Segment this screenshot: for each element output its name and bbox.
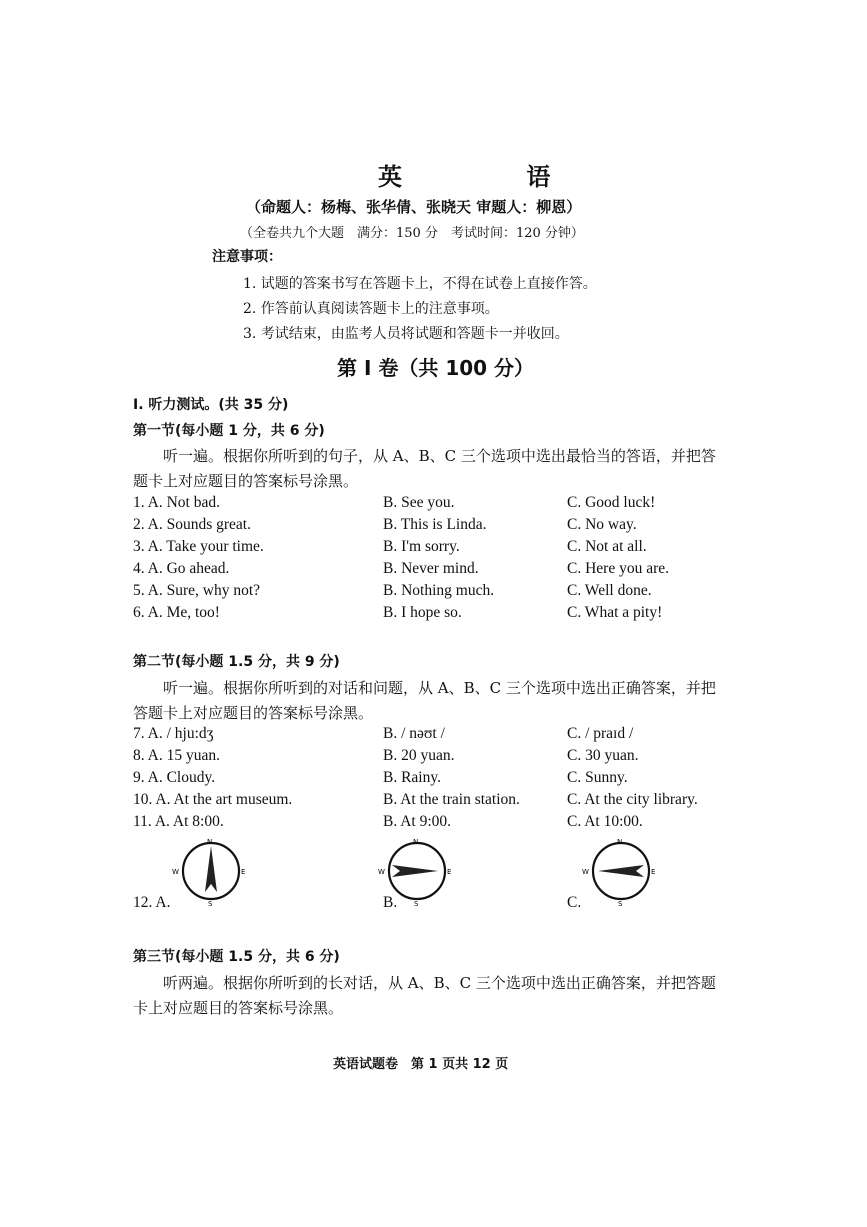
option-a: 6. A. Me, too! [133, 604, 220, 621]
svg-text:S: S [414, 900, 419, 906]
option-b: B. This is Linda. [383, 516, 487, 533]
notice-item: 2. 作答前认真阅读答题卡上的注意事项。 [243, 301, 499, 317]
page-title: 英 语 [378, 163, 609, 191]
subsection-heading: 第一节(每小题 1 分，共 6 分) [133, 423, 325, 439]
instruction: 听一遍。根据你所听到的句子，从 A、B、C 三个选项中选出最恰当的答语，并把答 [163, 447, 716, 465]
svg-text:E: E [651, 868, 656, 876]
option-b: B. / nəʊt / [383, 725, 445, 742]
section-heading: I. 听力测试。(共 35 分) [133, 397, 289, 413]
svg-text:S: S [618, 900, 623, 906]
option-c: C. [567, 894, 582, 911]
option-b: B. Never mind. [383, 560, 479, 577]
instruction: 卡上对应题目的答案标号涂黑。 [133, 999, 344, 1017]
option-a: 9. A. Cloudy. [133, 769, 216, 786]
option-c: C. / praɪd / [567, 725, 634, 742]
subsection-heading: 第二节(每小题 1.5 分，共 9 分) [133, 654, 340, 670]
svg-text:W: W [172, 868, 179, 876]
svg-text:N: N [207, 838, 213, 846]
option-b: B. [383, 894, 398, 911]
option-a: 2. A. Sounds great. [133, 516, 251, 533]
subsection-heading: 第三节(每小题 1.5 分，共 6 分) [133, 949, 340, 965]
option-b: B. I hope so. [383, 604, 462, 621]
option-b: B. Rainy. [383, 769, 441, 786]
svg-text:N: N [413, 838, 419, 846]
option-a: 7. A. / hju:dʒ [133, 725, 214, 742]
option-a: 8. A. 15 yuan. [133, 747, 220, 764]
svg-text:E: E [241, 868, 246, 876]
exam-info: （全卷共九个大题 满分：150 分 考试时间：120 分钟） [240, 226, 584, 241]
svg-text:N: N [617, 838, 623, 846]
option-a: 1. A. Not bad. [133, 494, 220, 511]
page-footer: 英语试题卷 第 1 页共 12 页 [333, 1057, 509, 1072]
option-c: C. No way. [567, 516, 637, 533]
svg-text:W: W [582, 868, 589, 876]
option-a: 4. A. Go ahead. [133, 560, 230, 577]
svg-text:S: S [208, 900, 213, 906]
svg-text:E: E [447, 868, 452, 876]
notice-item: 1. 试题的答案书写在答题卡上，不得在试卷上直接作答。 [243, 276, 597, 292]
notice-heading: 注意事项： [212, 249, 282, 265]
authors-line: （命题人：杨梅、张华倩、张晓天 审题人：柳恩） [246, 198, 582, 216]
compass-icon-option-c [578, 836, 660, 906]
compass-icon-option-a [168, 836, 250, 906]
option-a: 10. A. At the art museum. [133, 791, 293, 808]
option-c: C. 30 yuan. [567, 747, 639, 764]
option-c: C. At the city library. [567, 791, 698, 808]
option-b: B. 20 yuan. [383, 747, 455, 764]
svg-text:W: W [378, 868, 385, 876]
instruction: 题卡上对应题目的答案标号涂黑。 [133, 472, 359, 490]
option-c: C. Not at all. [567, 538, 647, 555]
instruction: 答题卡上对应题目的答案标号涂黑。 [133, 704, 374, 722]
option-b: B. See you. [383, 494, 455, 511]
instruction: 听两遍。根据你所听到的长对话，从 A、B、C 三个选项中选出正确答案，并把答题 [163, 974, 716, 992]
option-c: C. Here you are. [567, 560, 669, 577]
option-a: 12. A. [133, 894, 171, 911]
part-title: 第 I 卷（共 100 分） [337, 356, 535, 380]
option-c: C. At 10:00. [567, 813, 643, 830]
option-b: B. I'm sorry. [383, 538, 460, 555]
option-b: B. At the train station. [383, 791, 520, 808]
option-b: B. At 9:00. [383, 813, 452, 830]
option-b: B. Nothing much. [383, 582, 495, 599]
option-c: C. Sunny. [567, 769, 628, 786]
option-c: C. Well done. [567, 582, 652, 599]
option-c: C. What a pity! [567, 604, 663, 621]
option-c: C. Good luck! [567, 494, 656, 511]
option-a: 11. A. At 8:00. [133, 813, 224, 830]
option-a: 3. A. Take your time. [133, 538, 264, 555]
instruction: 听一遍。根据你所听到的对话和问题，从 A、B、C 三个选项中选出正确答案，并把 [163, 679, 716, 697]
option-a: 5. A. Sure, why not? [133, 582, 261, 599]
notice-item: 3. 考试结束，由监考人员将试题和答题卡一并收回。 [243, 326, 569, 342]
